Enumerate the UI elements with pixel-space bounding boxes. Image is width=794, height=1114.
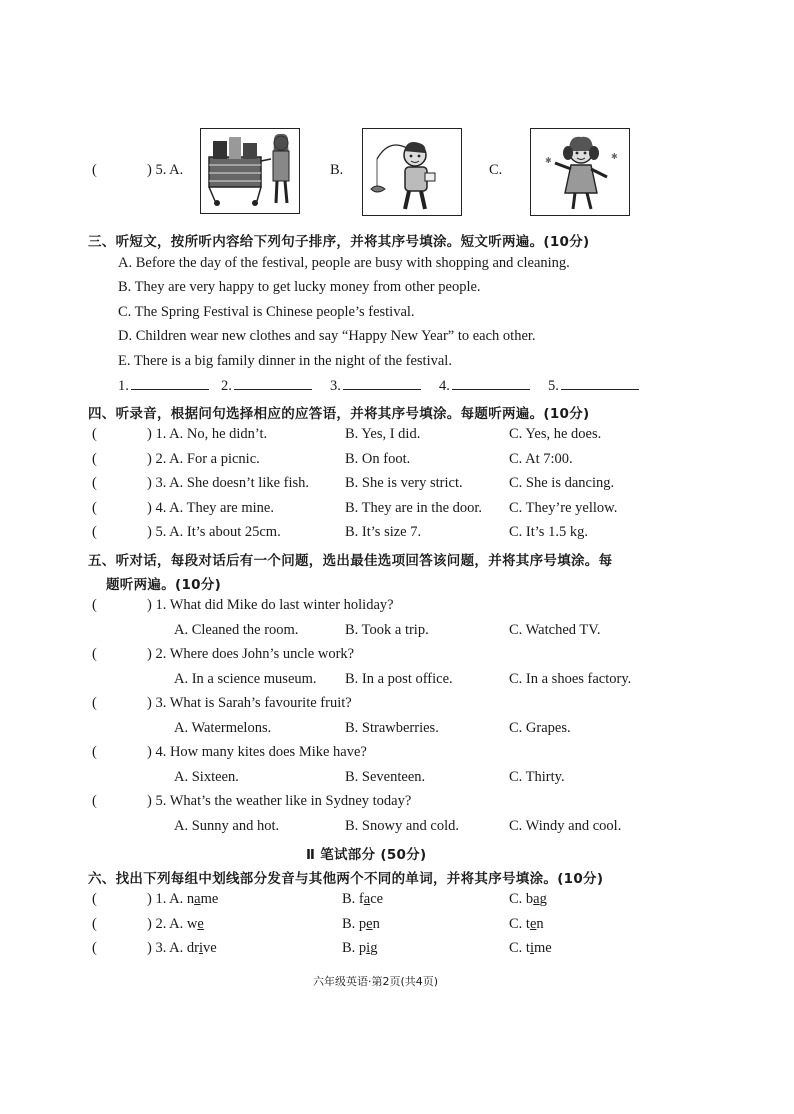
- option-c: C. She is dancing.: [509, 475, 615, 491]
- blank-number: 2.: [221, 378, 232, 394]
- question-text: ) 4. A. They are mine.: [147, 500, 274, 516]
- section-3-title: 三、听短文，按所听内容给下列句子排序，并将其序号填涂。短文听两遍。(10分): [88, 234, 590, 250]
- option-b: B. Snowy and cold.: [345, 818, 459, 834]
- sentence-e: E. There is a big family dinner in the night of the festival.: [118, 353, 452, 369]
- underlined-letter: i: [366, 940, 371, 956]
- question-number: ) 5. A.: [147, 162, 184, 178]
- order-blank-3[interactable]: [330, 377, 421, 395]
- question-text: ) 1. A. No, he didn’t.: [147, 426, 268, 442]
- option-b: B. They are in the door.: [345, 500, 483, 516]
- order-blank-5[interactable]: [548, 377, 639, 395]
- answer-paren[interactable]: (: [92, 744, 97, 760]
- option-b: B. On foot.: [345, 451, 411, 467]
- underlined-letter: a: [533, 891, 540, 907]
- underlined-letter: a: [194, 891, 201, 907]
- answer-paren[interactable]: (: [92, 916, 97, 932]
- option-c: C. time: [509, 940, 552, 956]
- option-c: C. It’s 1.5 kg.: [509, 524, 588, 540]
- question-text: ) 3. A. She doesn’t like fish.: [147, 475, 310, 491]
- question-text: ) 3. A. drive: [147, 940, 217, 956]
- section-5-title-line-2: 题听两遍。(10分): [106, 577, 222, 593]
- underlined-letter: e: [366, 916, 373, 932]
- option-b: B. Seventeen.: [345, 769, 426, 785]
- answer-paren[interactable]: (: [92, 793, 97, 809]
- answer-paren[interactable]: (: [92, 646, 97, 662]
- answer-paren[interactable]: (: [92, 597, 97, 613]
- page-footer: 六年级英语·第2页(共4页): [313, 975, 439, 988]
- answer-paren[interactable]: (: [92, 695, 97, 711]
- question-text: ) 2. Where does John’s uncle work?: [147, 646, 355, 662]
- option-b: B. In a post office.: [345, 671, 453, 687]
- shopping-cart-girl-picture: [200, 128, 300, 214]
- section-6-title: 六、找出下列每组中划线部分发音与其他两个不同的单词，并将其序号填涂。(10分): [88, 871, 604, 887]
- girl-in-winter-clothes-picture: [530, 128, 630, 216]
- option-b: B. pen: [342, 916, 380, 932]
- option-c: C. Windy and cool.: [509, 818, 622, 834]
- option-c: C. Thirty.: [509, 769, 565, 785]
- question-text: ) 3. What is Sarah’s favourite fruit?: [147, 695, 352, 711]
- underlined-letter: a: [363, 891, 371, 907]
- section-5-title-line-1: 五、听对话，每段对话后有一个问题，选出最佳选项回答该问题，并将其序号填涂。每: [88, 553, 613, 569]
- svg-text:✱: ✱: [545, 156, 552, 165]
- option-c: C. bag: [509, 891, 547, 907]
- sentence-c: C. The Spring Festival is Chinese people’s festival.: [118, 304, 415, 320]
- underlined-letter: e: [197, 916, 204, 932]
- sentence-b: B. They are very happy to get lucky money from other people.: [118, 279, 481, 295]
- blank-number: 4.: [439, 378, 450, 394]
- answer-paren[interactable]: (: [92, 524, 97, 540]
- sentence-a: A. Before the day of the festival, people are busy with shopping and cleaning.: [118, 255, 570, 271]
- question-text: ) 2. A. we: [147, 916, 204, 932]
- question-text: ) 1. A. name: [147, 891, 219, 907]
- underlined-letter: i: [198, 940, 203, 956]
- order-blank-2[interactable]: [221, 377, 312, 395]
- option-b: B. Strawberries.: [345, 720, 439, 736]
- option-b: B. Yes, I did.: [345, 426, 421, 442]
- option-a: A. In a science museum.: [174, 671, 317, 687]
- option-b: B. Took a trip.: [345, 622, 429, 638]
- question-text: ) 4. How many kites does Mike have?: [147, 744, 367, 760]
- answer-paren[interactable]: (: [92, 475, 97, 491]
- option-a: A. Sixteen.: [174, 769, 239, 785]
- option-c: C. Yes, he does.: [509, 426, 602, 442]
- answer-paren[interactable]: (: [92, 940, 97, 956]
- option-c: C. Grapes.: [509, 720, 571, 736]
- option-c: C. They’re yellow.: [509, 500, 618, 516]
- part-2-title: Ⅱ 笔试部分 (50分): [306, 847, 427, 863]
- order-blank-4[interactable]: [439, 377, 530, 395]
- option-c: C. Watched TV.: [509, 622, 601, 638]
- answer-paren[interactable]: (: [92, 500, 97, 516]
- underlined-letter: i: [529, 940, 534, 956]
- option-c: C. In a shoes factory.: [509, 671, 632, 687]
- option-b: B. pig: [342, 940, 378, 956]
- option-c-label: C.: [489, 162, 503, 178]
- answer-paren: (: [92, 162, 97, 178]
- answer-paren[interactable]: (: [92, 891, 97, 907]
- underlined-letter: e: [529, 916, 537, 932]
- question-text: ) 1. What did Mike do last winter holiday?: [147, 597, 394, 613]
- answer-paren[interactable]: (: [92, 426, 97, 442]
- option-a: A. Cleaned the room.: [174, 622, 299, 638]
- question-text: ) 2. A. For a picnic.: [147, 451, 260, 467]
- blank-number: 5.: [548, 378, 559, 394]
- option-b: B. It’s size 7.: [345, 524, 422, 540]
- sentence-d: D. Children wear new clothes and say “Happy New Year” to each other.: [118, 328, 536, 344]
- question-text: ) 5. What’s the weather like in Sydney today?: [147, 793, 412, 809]
- option-b: B. She is very strict.: [345, 475, 463, 491]
- option-b-label: B.: [330, 162, 344, 178]
- option-a: A. Sunny and hot.: [174, 818, 280, 834]
- boy-fishing-picture: [362, 128, 462, 216]
- answer-paren[interactable]: (: [92, 451, 97, 467]
- section-4-title: 四、听录音，根据问句选择相应的应答语，并将其序号填涂。每题听两遍。(10分): [88, 406, 590, 422]
- blank-number: 3.: [330, 378, 341, 394]
- blank-number: 1.: [118, 378, 129, 394]
- option-a: A. Watermelons.: [174, 720, 272, 736]
- order-blank-1[interactable]: [118, 377, 209, 395]
- option-c: C. At 7:00.: [509, 451, 573, 467]
- svg-text:✱: ✱: [611, 152, 618, 161]
- question-text: ) 5. A. It’s about 25cm.: [147, 524, 281, 540]
- option-b: B. face: [342, 891, 384, 907]
- option-c: C. ten: [509, 916, 544, 932]
